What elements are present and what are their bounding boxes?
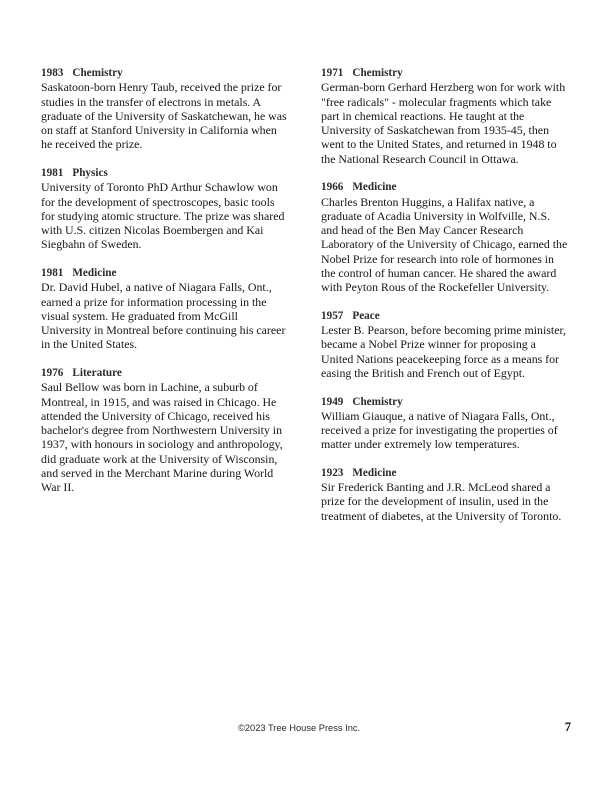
entry-category: Medicine	[352, 181, 397, 194]
nobel-entry	[41, 66, 290, 152]
nobel-entry	[41, 266, 290, 352]
entry-body: Sir Frederick Banting and J.R. McLeod shared a prize for the development of insulin, used in the treatment of diabetes, at the University of Toronto.	[321, 480, 562, 523]
entry-year: 1981	[41, 166, 64, 179]
nobel-entry	[321, 180, 570, 294]
entry-category: Physics	[72, 166, 108, 179]
entry-category: Medicine	[72, 266, 117, 279]
nobel-entry	[41, 166, 290, 252]
entry-year: 1957	[321, 309, 344, 322]
entry-heading	[41, 366, 290, 380]
entry-heading	[321, 180, 570, 194]
entry-body: Lester B. Pearson, before becoming prime minister, became a Nobel Prize winner for proposing a United Nations peacekeeping force as a means for easing the British and French out of Egypt.	[321, 323, 566, 381]
entry-category: Chemistry	[72, 67, 123, 79]
entry-heading	[41, 266, 290, 280]
two-column-layout	[41, 66, 571, 523]
entry-category: Chemistry	[352, 395, 403, 408]
entry-category: Peace	[352, 309, 380, 322]
entry-category: Medicine	[352, 466, 397, 479]
entry-body: Saul Bellow was born in Lachine, a suburb of Montreal, in 1915, and was raised in Chicago. He attended the University of Chicago, received his bachelor's degree from Northwestern University in 1937, with honours in sociology and anthropology, did graduate work at the University of Wisconsin, and served in the Merchant Marine during World War II.	[41, 380, 283, 495]
entry-body: William Giauque, a native of Niagara Falls, Ont., received a prize for investigating the properties of matter under extremely low temperatures.	[321, 408, 558, 452]
entry-category: Chemistry	[352, 67, 403, 79]
entry-year: 1971	[321, 67, 344, 79]
entry-year: 1923	[321, 466, 344, 479]
entry-body: Saskatoon-born Henry Taub, received the prize for studies in the transfer of electrons in metals. A graduate of the University of Saskatchewan, he was on staff at Stanford University in California when he received the prize.	[41, 80, 287, 152]
nobel-entry	[321, 66, 570, 166]
nobel-entry	[321, 466, 570, 523]
entry-category: Literature	[72, 366, 122, 379]
entry-year: 1949	[321, 395, 344, 408]
page-footer	[41, 722, 571, 742]
nobel-entry	[321, 395, 570, 452]
entry-body: Dr. David Hubel, a native of Niagara Falls, Ont., earned a prize for information processing in the visual system. He graduated from McGill University in Montreal before continuing his career in the United States.	[41, 280, 286, 352]
entry-heading	[41, 166, 290, 180]
right-column	[321, 66, 570, 523]
entry-heading	[321, 309, 570, 323]
entry-year: 1983	[41, 67, 64, 79]
entry-year: 1966	[321, 181, 344, 194]
entry-year: 1976	[41, 366, 64, 379]
entry-heading	[321, 66, 570, 80]
entry-heading	[321, 395, 570, 409]
copyright-notice: ©2023 Tree House Press Inc.	[238, 723, 361, 733]
entry-body: Charles Brenton Huggins, a Halifax native, a graduate of Acadia University in Wolfville, N.S. and head of the Ben May Cancer Research Laboratory of the University of Chicago, earned the Nobel Prize for research into role of hormones in the control of human cancer. He shared the award with Peyton Rous of the Rockefeller University.	[321, 194, 568, 295]
nobel-entry	[41, 366, 290, 495]
entry-heading	[41, 66, 290, 80]
page-number: 7	[564, 720, 571, 734]
nobel-entry	[321, 309, 570, 380]
entry-year: 1981	[41, 266, 64, 279]
entry-body: German-born Gerhard Herzberg won for work with "free radicals" - molecular fragments which take part in chemical reactions. He taught at the University of Saskatchewan from 1935-45, then went to the United States, and returned in 1948 to the National Research Council in Ottawa.	[321, 80, 566, 166]
entry-heading	[321, 466, 570, 480]
entry-body: University of Toronto PhD Arthur Schawlow won for the development of spectroscopes, basic tools for studying atomic structure. The prize was shared with U.S. citizen Nicolas Boembergen and Kai Siegbahn of Sweden.	[41, 180, 285, 252]
left-column	[41, 66, 290, 495]
